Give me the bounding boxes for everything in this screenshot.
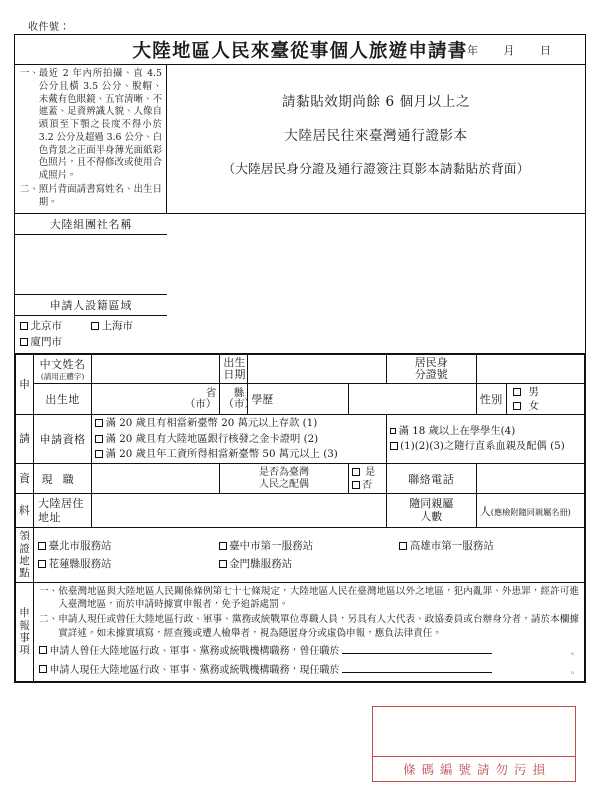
applicant-vlabel-3: 資 <box>16 464 34 494</box>
declaration-check-current[interactable] <box>39 662 579 678</box>
pickup-options <box>34 528 585 583</box>
pickup-option-label: 臺中市第一服務站 <box>229 539 314 552</box>
birthplace-county-input[interactable] <box>220 384 255 415</box>
spouse-question-line2: 人民之配偶 <box>258 478 309 490</box>
checkbox-icon[interactable] <box>352 481 360 489</box>
spouse-question-label <box>220 464 348 494</box>
chinese-name-label <box>34 355 92 384</box>
pickup-option-kaohsiung[interactable] <box>399 537 580 555</box>
address-label <box>34 494 92 528</box>
birthplace-province-input[interactable] <box>92 384 220 415</box>
address-input[interactable] <box>92 494 387 528</box>
checkbox-icon[interactable] <box>39 665 47 673</box>
agency-area-block <box>15 214 585 355</box>
address-label-line2: 地址 <box>38 510 62 524</box>
table-row-birthplace <box>16 384 585 415</box>
document-paste-area[interactable] <box>167 65 585 213</box>
residence-option-label: 北京市 <box>30 319 62 332</box>
checkbox-icon[interactable] <box>91 322 99 330</box>
checkbox-icon[interactable] <box>219 560 227 568</box>
phone-label: 聯絡電話 <box>386 464 476 494</box>
form-outer-frame <box>14 34 586 683</box>
qualification-option-5[interactable] <box>390 439 581 454</box>
declaration-item <box>39 613 579 640</box>
pickup-option-row <box>38 555 580 573</box>
declaration-marker: 一、 <box>39 585 59 597</box>
checkbox-icon[interactable] <box>95 450 103 458</box>
form-title-bar <box>15 35 585 65</box>
pickup-option-taipei[interactable] <box>38 537 219 555</box>
applicant-vlabel-2: 請 <box>16 415 34 464</box>
qualification-option-label: (1)(2)(3)之隨行直系血親及配偶 (5) <box>400 440 565 453</box>
gender-options <box>506 384 584 415</box>
kin-count-input[interactable] <box>476 494 584 528</box>
table-row-declaration <box>16 582 585 682</box>
checkbox-icon[interactable] <box>95 419 103 427</box>
receipt-number-label: 收件號： <box>28 22 70 33</box>
table-row-occupation <box>16 464 585 494</box>
group-agency-input[interactable] <box>15 235 167 295</box>
checkbox-icon[interactable] <box>219 542 227 550</box>
qualification-option-label: 滿 18 歲以上在學學生(4) <box>398 425 516 438</box>
barcode-blank-area <box>373 707 575 757</box>
instruction-item <box>20 184 162 210</box>
education-label: 學歷 <box>248 384 348 415</box>
spouse-option-yes[interactable] <box>352 466 383 479</box>
county-label-main: 縣 <box>233 387 245 400</box>
occupation-label: 現職 <box>34 464 92 494</box>
spouse-option-no[interactable] <box>352 479 383 492</box>
applicant-vlabel-1: 申 <box>16 355 34 415</box>
residence-option-shanghai[interactable] <box>91 318 162 334</box>
chinese-name-label-main: 中文姓名 <box>39 358 86 372</box>
barcode-notice: 條碼編號請勿污損 <box>402 762 551 777</box>
instruction-marker: 二、 <box>20 184 39 196</box>
agency-area-sidebar <box>15 214 167 354</box>
kin-count-label <box>386 494 476 528</box>
residence-area-label: 申請人設籍區域 <box>15 295 167 316</box>
photo-instructions <box>15 65 167 213</box>
pickup-option-kinmen[interactable] <box>219 555 400 573</box>
paste-instruction-line-1: 請黏貼效期尚餘 6 個月以上之 <box>281 94 471 110</box>
spouse-option-label: 是 <box>365 466 376 478</box>
gender-option-male[interactable] <box>513 385 581 399</box>
checkbox-icon[interactable] <box>352 468 360 476</box>
instruction-marker: 一、 <box>20 68 39 79</box>
checkbox-icon[interactable] <box>38 560 46 568</box>
declaration-check-tail: 。 <box>571 647 579 657</box>
address-label-line1: 大陸居住 <box>38 497 85 511</box>
title-date-fields: 年 月 日 <box>467 43 562 57</box>
qualification-label: 申請資格 <box>34 415 92 464</box>
occupation-input[interactable] <box>92 464 220 494</box>
table-row-address <box>16 494 585 528</box>
checkbox-icon[interactable] <box>20 338 28 346</box>
pickup-option-row <box>38 537 580 555</box>
qualification-option-label: 滿 20 歲且有相當新臺幣 20 萬元以上存款 (1) <box>105 417 318 430</box>
spouse-question-line1: 是否為臺灣 <box>258 467 309 479</box>
residence-option-label: 廈門市 <box>30 335 62 348</box>
kin-count-label-line2: 人數 <box>420 509 443 523</box>
pickup-option-label: 臺北市服務站 <box>48 539 112 552</box>
pickup-option-label: 金門縣服務站 <box>229 557 293 570</box>
qualification-option-1[interactable] <box>95 416 383 431</box>
declaration-check-input[interactable] <box>342 643 492 654</box>
residence-option-xiamen[interactable] <box>20 334 91 350</box>
pickup-option-label: 高雄市第一服務站 <box>409 539 494 552</box>
instruction-item <box>20 68 162 183</box>
birthplace-label: 出生地 <box>34 384 92 415</box>
kin-count-note: (應檢附隨同親屬名冊) <box>490 506 571 517</box>
resident-id-label: 居民身 分證號 <box>386 355 476 384</box>
checkbox-icon[interactable] <box>38 542 46 550</box>
gender-option-label: 男 <box>528 386 539 399</box>
applicant-data-table <box>15 354 585 682</box>
education-input[interactable] <box>348 384 476 415</box>
resident-id-input[interactable] <box>476 355 584 384</box>
qualification-option-2[interactable] <box>95 432 383 447</box>
declaration-check-input[interactable] <box>342 662 492 673</box>
spouse-option-label: 否 <box>362 479 373 491</box>
chinese-name-label-sub: (請用正體字) <box>40 372 85 382</box>
declaration-marker: 二、 <box>39 613 59 625</box>
residence-option-label: 上海市 <box>101 319 133 332</box>
checkbox-icon[interactable] <box>39 646 47 654</box>
checkbox-icon[interactable] <box>95 435 103 443</box>
table-row-name <box>16 355 585 384</box>
residence-option-beijing[interactable] <box>20 318 91 334</box>
county-label-sub: （市） <box>223 398 255 411</box>
residence-option-row <box>20 334 162 350</box>
spouse-options <box>348 464 386 494</box>
agency-area-right-blank <box>167 214 585 354</box>
province-label-sub: （市） <box>184 398 217 411</box>
checkbox-icon[interactable] <box>20 322 28 330</box>
checkbox-icon[interactable] <box>513 388 521 396</box>
residence-option-row <box>20 318 162 334</box>
pickup-option-spacer <box>399 555 580 573</box>
qualification-option-3[interactable] <box>95 447 383 462</box>
table-row-pickup <box>16 528 585 583</box>
chinese-name-input[interactable] <box>92 355 220 384</box>
phone-input[interactable] <box>476 464 584 494</box>
paste-instruction-line-2: 大陸居民往來臺灣通行證影本 <box>284 127 468 144</box>
photo-instruction-block <box>15 65 585 214</box>
checkbox-icon[interactable] <box>390 442 398 450</box>
qualification-options-right <box>386 415 584 464</box>
qualification-option-label: 滿 20 歲且年工資所得相當新臺幣 50 萬元以上 (3) <box>105 447 338 460</box>
pickup-vertical-label: 領 證 地 點 <box>16 528 34 583</box>
declaration-item <box>39 585 579 612</box>
table-row-qualification <box>16 415 585 464</box>
declaration-text: 依臺灣地區與大陸地區人民關係條例第七十七條規定，大陸地區人民在臺灣地區以外之地區，犯內亂罪、外患罪，經許可進入臺灣地區，而於申請時據實申報者，免予追訴處罰。 <box>58 585 579 611</box>
birth-date-label: 出生 日期 <box>220 355 248 384</box>
declaration-check-former[interactable] <box>39 643 579 659</box>
gender-option-female[interactable] <box>513 399 581 413</box>
barcode-box <box>372 706 576 782</box>
kin-count-label-line1: 隨同親屬 <box>409 497 454 511</box>
instruction-text: 照片背面請書寫姓名、出生日期。 <box>38 184 162 208</box>
pickup-option-taichung[interactable] <box>219 537 400 555</box>
declaration-check-label: 申請人曾任大陸地區行政、軍事、黨務或統戰機構職務，曾任職於 <box>49 646 340 658</box>
paste-instruction-line-3: （大陸居民身分證及通行證簽注頁影本請黏貼於背面） <box>222 161 530 176</box>
checkbox-icon[interactable] <box>399 542 407 550</box>
declaration-text: 申請人現任或曾任大陸地區行政、軍事、黨務或統戰單位專職人員，另具有人大代表、政協委員或台辦身分者，請於本欄據實詳述。如未據實填寫，經查獲或遭人檢舉者，視為隱匿身分或虛偽申報，應負法律責任。 <box>58 613 579 639</box>
residence-option-spacer <box>91 334 162 350</box>
pickup-option-hualien[interactable] <box>38 555 219 573</box>
page-title: 大陸地區人民來臺從事個人旅遊申請書 <box>132 40 468 62</box>
instruction-text: 最近 2 年內所拍攝、直 4.5 公分且橫 3.5 公分、脫帽、未戴有色眼鏡、五官清晰、不遮蓋、足資辨識人貌、人像自頭頂至下顎之長度不得小於 3.2 公分及超過 3.6 公分、白色背景之正面半身薄光面紙彩色照片，且不得修改或使用合成照片。 <box>38 68 162 182</box>
checkbox-icon[interactable] <box>513 402 521 410</box>
kin-count-unit: 人 <box>479 504 491 518</box>
birth-date-input[interactable] <box>248 355 386 384</box>
declaration-check-label: 申請人現任大陸地區行政、軍事、黨務或統戰機構職務，現任職於 <box>49 665 340 677</box>
qualification-options-left <box>92 415 387 464</box>
declaration-vertical-label: 申 報 事 項 <box>16 582 34 682</box>
province-label-main: 省 <box>205 387 217 400</box>
applicant-vlabel-4: 料 <box>16 494 34 528</box>
checkbox-icon[interactable] <box>390 428 397 435</box>
group-agency-label: 大陸組團社名稱 <box>15 214 167 235</box>
declaration-content <box>34 582 585 682</box>
gender-label: 性別 <box>476 384 506 415</box>
declaration-check-tail: 。 <box>571 666 579 676</box>
residence-area-options <box>15 316 167 354</box>
gender-option-label: 女 <box>528 400 539 413</box>
pickup-option-label: 花蓮縣服務站 <box>48 557 112 570</box>
qualification-option-4[interactable] <box>390 424 581 439</box>
qualification-option-label: 滿 20 歲且有大陸地區銀行核發之金卡證明 (2) <box>105 432 319 445</box>
